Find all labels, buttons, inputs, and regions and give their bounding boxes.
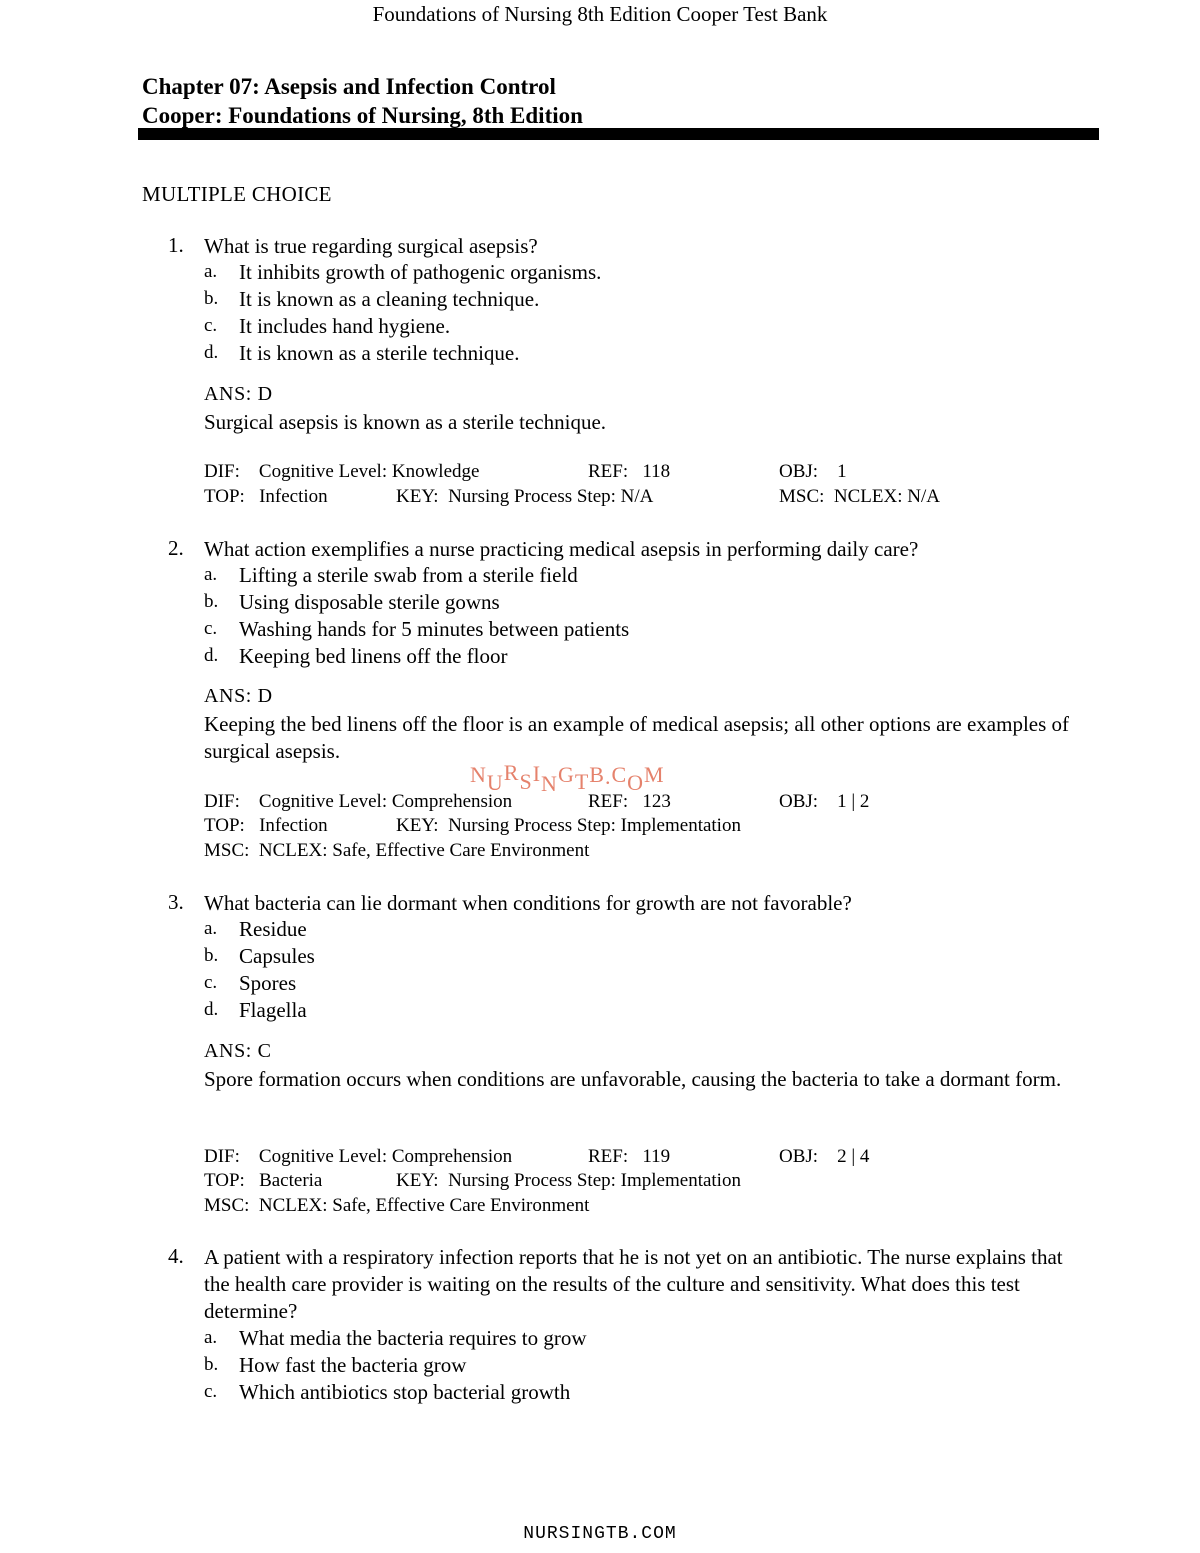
meta-ref: REF: 123 [588, 791, 671, 812]
option-text: It is known as a cleaning technique. [239, 287, 540, 311]
question-stem: What is true regarding surgical asepsis? [204, 234, 538, 258]
meta-msc: MSC: NCLEX: Safe, Effective Care Environment [204, 1195, 590, 1216]
rationale: Keeping the bed linens off the floor is an example of medical asepsis; all other options are examples of surgical asepsis. [204, 712, 1070, 763]
meta-obj: OBJ: 2 | 4 [779, 1146, 870, 1167]
watermark-letter: N [541, 771, 558, 796]
meta-msc: MSC: NCLEX: Safe, Effective Care Environment [204, 840, 590, 861]
meta-msc: MSC: NCLEX: N/A [779, 486, 940, 507]
option-text: Which antibiotics stop bacterial growth [239, 1380, 571, 1404]
answer-key: ANS: D [204, 685, 273, 707]
answer-key: ANS: D [204, 383, 273, 405]
meta-obj: OBJ: 1 [779, 461, 847, 482]
running-header: Foundations of Nursing 8th Edition Cooper Test Bank [372, 2, 828, 26]
option-letter: c. [204, 315, 218, 336]
meta-dif: DIF: Cognitive Level: Knowledge [204, 461, 480, 482]
meta-key: KEY: Nursing Process Step: Implementation [396, 815, 741, 836]
watermark-letter: I [532, 761, 542, 786]
answer-key: ANS: C [204, 1040, 272, 1062]
option-letter: b. [204, 288, 219, 309]
watermark-letter: N [470, 762, 487, 787]
option-text: Lifting a sterile swab from a sterile field [239, 563, 578, 587]
question-number: 2. [168, 536, 184, 560]
watermark-letter: U [486, 770, 504, 795]
option-letter: a. [204, 261, 218, 282]
rationale: Surgical asepsis is known as a sterile technique. [204, 410, 607, 434]
footer-site: NURSINGTB.COM [523, 1524, 677, 1544]
watermark-letter: B [589, 762, 605, 787]
watermark-letter: O [627, 770, 645, 795]
option-text: Spores [239, 971, 297, 995]
option-text: Residue [239, 917, 307, 941]
option-text: It inhibits growth of pathogenic organisms. [239, 260, 602, 284]
option-text: It includes hand hygiene. [239, 314, 451, 338]
title-rule [138, 128, 1099, 140]
watermark-letter: G [557, 762, 575, 787]
option-text: Washing hands for 5 minutes between patients [239, 617, 630, 641]
option-text: What media the bacteria requires to grow [239, 1326, 587, 1350]
watermark [470, 760, 665, 796]
option-letter: a. [204, 1327, 218, 1348]
meta-dif: DIF: Cognitive Level: Comprehension [204, 1146, 513, 1167]
meta-key: KEY: Nursing Process Step: N/A [396, 486, 654, 507]
option-text: It is known as a sterile technique. [239, 341, 520, 365]
question-stem: A patient with a respiratory infection reports that he is not yet on an antibiotic. The nurse explains that the health care provider is waiting on the results of the culture and sensitivity. What does this test determine? [204, 1245, 1063, 1323]
question-number: 4. [168, 1244, 184, 1268]
option-letter: d. [204, 999, 219, 1020]
section-heading: MULTIPLE CHOICE [142, 182, 332, 206]
option-text: How fast the bacteria grow [239, 1353, 467, 1377]
meta-ref: REF: 118 [588, 461, 671, 482]
meta-top: TOP: Infection [204, 486, 328, 507]
option-text: Capsules [239, 944, 315, 968]
watermark-letter: M [644, 762, 665, 787]
option-letter: d. [204, 645, 219, 666]
meta-key: KEY: Nursing Process Step: Implementation [396, 1170, 741, 1191]
question-stem: What action exemplifies a nurse practicing medical asepsis in performing daily care? [204, 537, 919, 561]
meta-dif: DIF: Cognitive Level: Comprehension [204, 791, 513, 812]
chapter-title: Chapter 07: Asepsis and Infection Control [142, 74, 556, 99]
option-letter: d. [204, 342, 219, 363]
option-letter: c. [204, 1381, 218, 1402]
question-stem: What bacteria can lie dormant when conditions for growth are not favorable? [204, 891, 852, 915]
watermark-letter: . [604, 764, 612, 789]
option-letter: a. [204, 564, 218, 585]
option-text: Using disposable sterile gowns [239, 590, 500, 614]
question-number: 3. [168, 890, 184, 914]
option-letter: c. [204, 618, 218, 639]
option-letter: a. [204, 918, 218, 939]
watermark-letter: S [519, 769, 533, 794]
watermark-letter: C [611, 762, 628, 787]
option-letter: c. [204, 972, 218, 993]
meta-top: TOP: Infection [204, 815, 328, 836]
book-title: Cooper: Foundations of Nursing, 8th Edition [142, 103, 583, 128]
meta-ref: REF: 119 [588, 1146, 671, 1167]
question-number: 1. [168, 233, 184, 257]
meta-obj: OBJ: 1 | 2 [779, 791, 870, 812]
watermark-letter: T [574, 769, 590, 794]
option-letter: b. [204, 1354, 219, 1375]
meta-top: TOP: Bacteria [204, 1170, 323, 1191]
option-text: Flagella [239, 998, 307, 1022]
watermark-letter: R [503, 760, 520, 785]
option-letter: b. [204, 591, 219, 612]
option-text: Keeping bed linens off the floor [239, 644, 508, 668]
rationale: Spore formation occurs when conditions are unfavorable, causing the bacteria to take a dormant form. [204, 1067, 1062, 1091]
option-letter: b. [204, 945, 219, 966]
